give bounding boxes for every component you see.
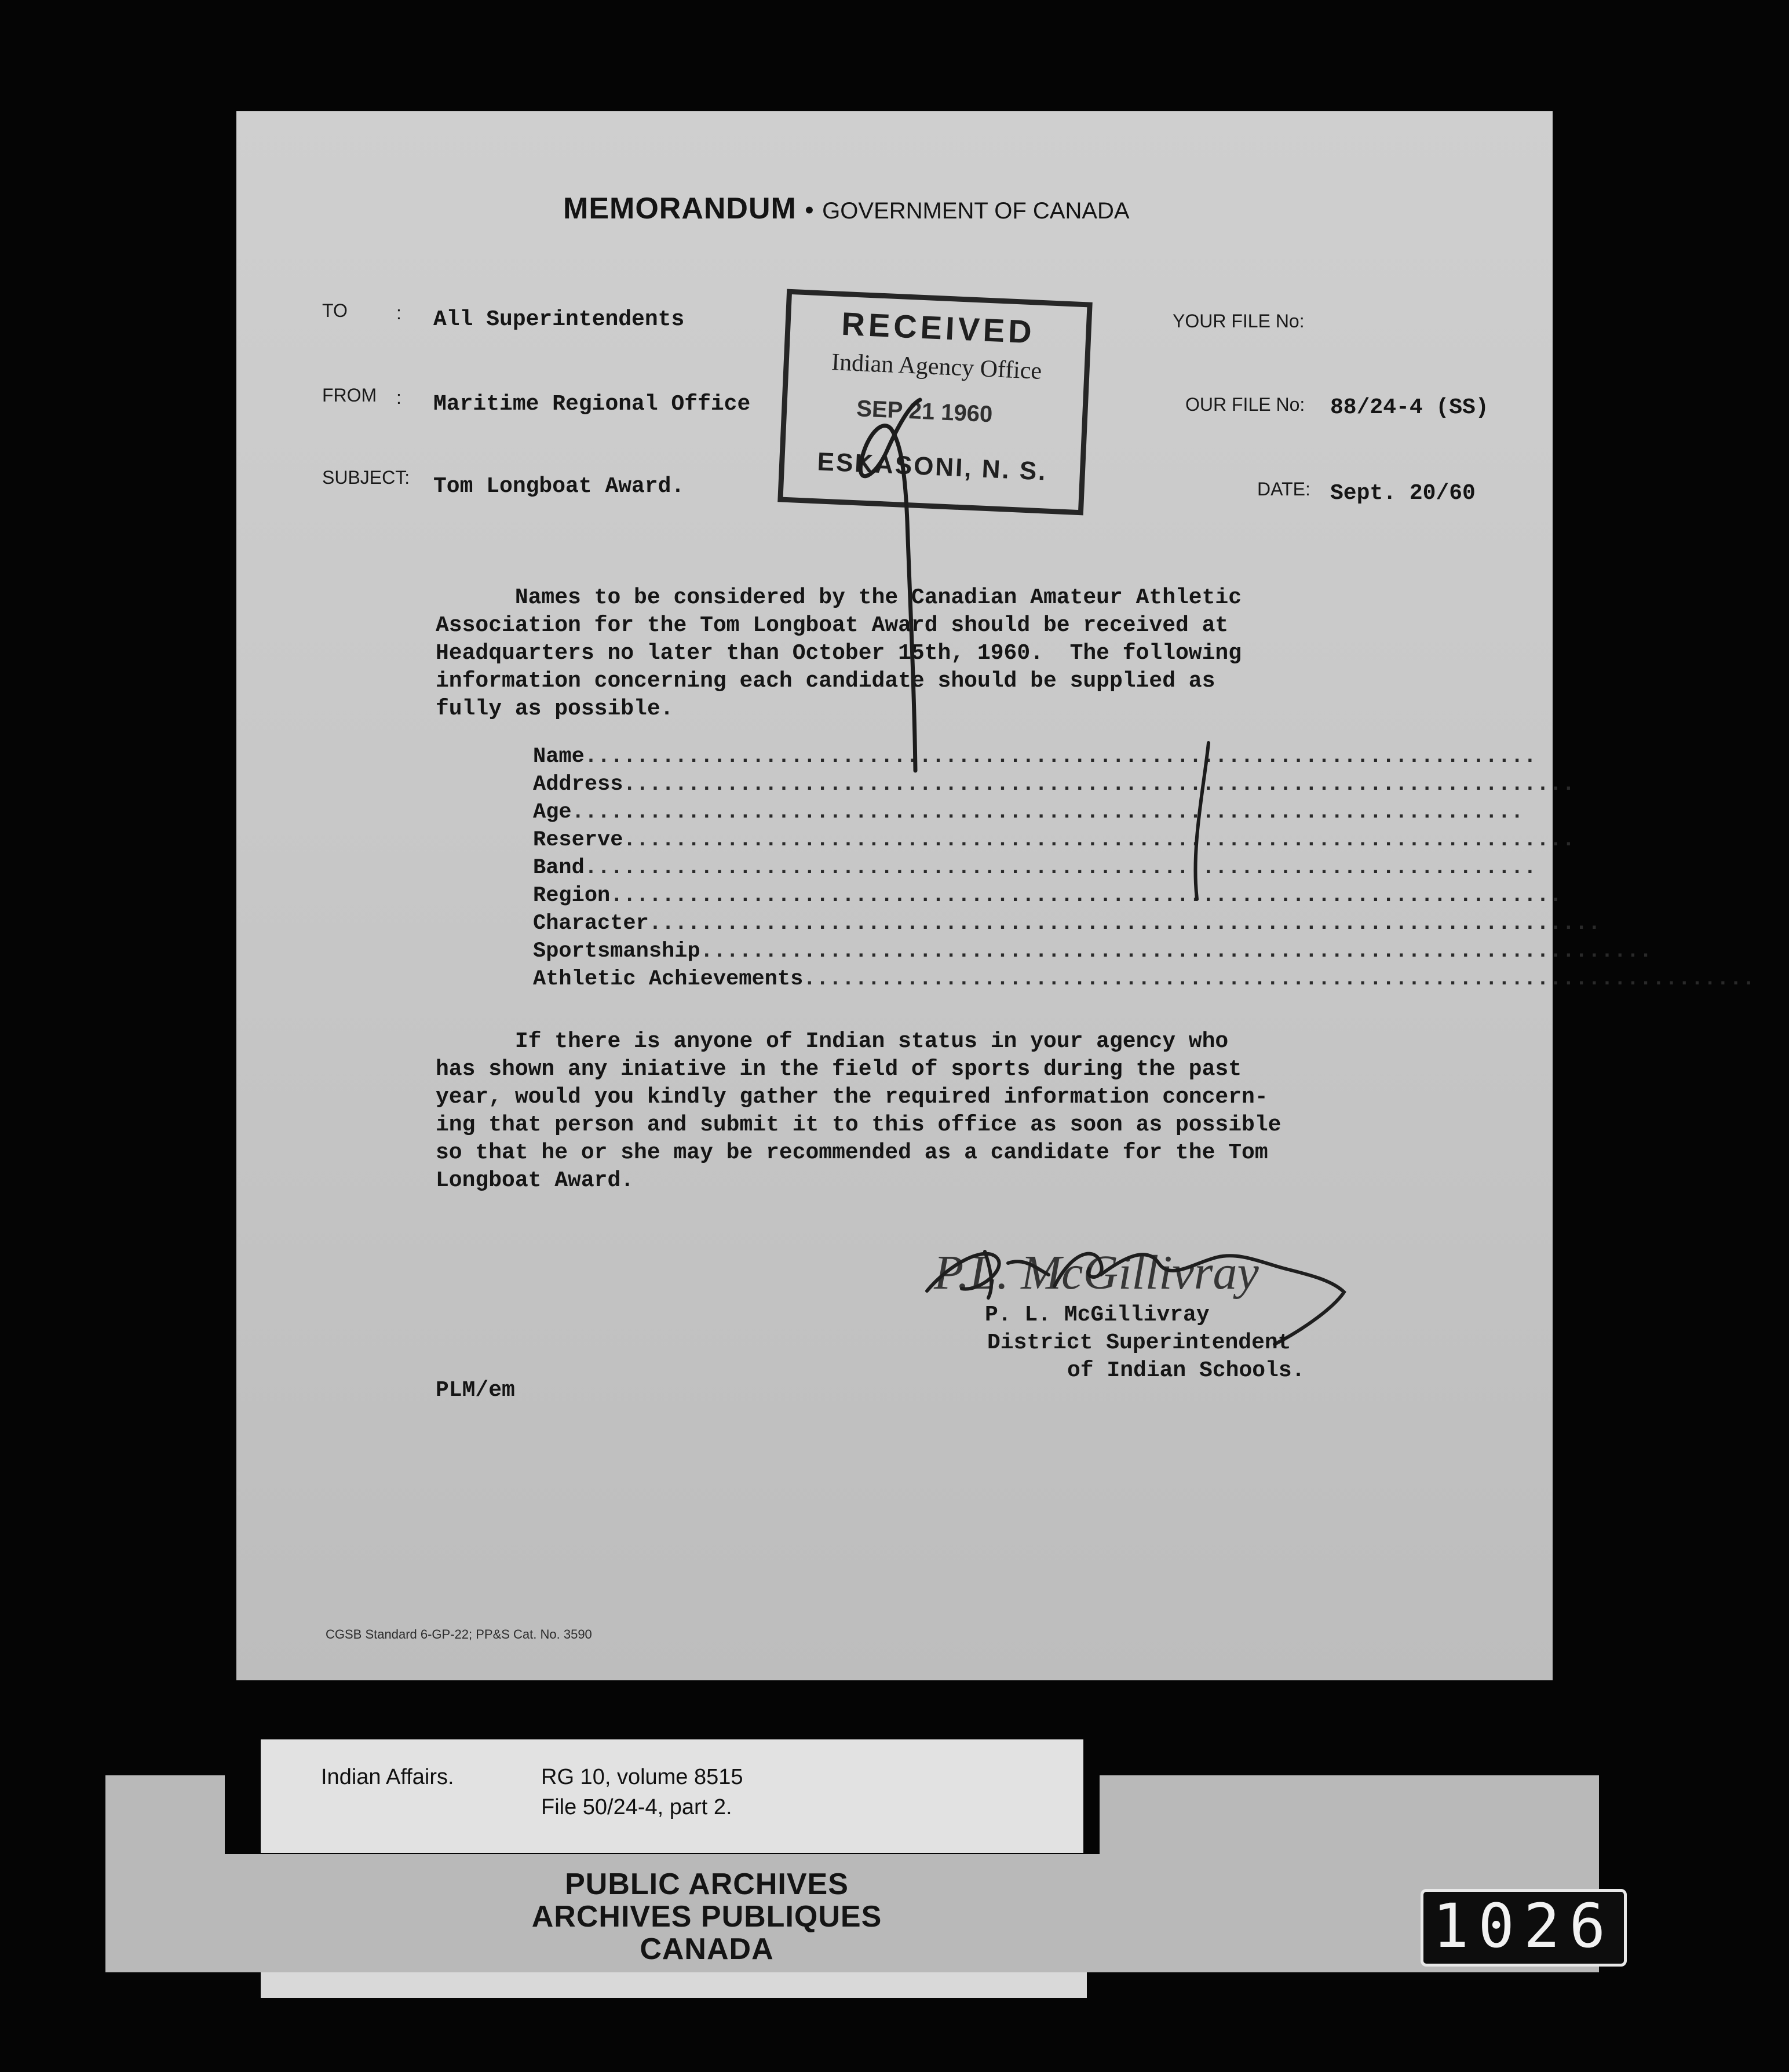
pen-stroke-mark bbox=[860, 400, 920, 771]
card-reference-line1: RG 10, volume 8515 bbox=[541, 1765, 743, 1789]
field-label: Region bbox=[533, 884, 611, 908]
our-file-value: 88/24-4 (SS) bbox=[1330, 395, 1489, 420]
signatory-title-line1: District Superintendent bbox=[987, 1330, 1291, 1355]
field-label: Name bbox=[533, 745, 585, 769]
field-leader-dots: .......................................................................... bbox=[623, 828, 1575, 852]
archives-line2: ARCHIVES PUBLIQUES bbox=[531, 1900, 882, 1934]
form-standard-footer: CGSB Standard 6-GP-22; PP&S Cat. No. 3590 bbox=[326, 1627, 592, 1641]
intro-paragraph: Names to be considered by the Canadian Amateur Athletic Association for the Tom Longboat Award should be received at Headquarters no later than October 15th, 1960. The following information concerning each candidate should be supplied as fully as possible. bbox=[436, 585, 1242, 721]
field-leader-dots: .......................................................................... bbox=[700, 939, 1652, 964]
to-colon: : bbox=[396, 302, 401, 323]
card-bottom-strip bbox=[261, 1972, 1087, 1998]
request-paragraph: If there is anyone of Indian status in your agency who has shown any iniative in the field of sports during the past year, would you kindly gather the required information concern- ing that person and submit it to this office as soon as possible so that he or she may be recommended as a candidate for the Tom Longboat Award. bbox=[436, 1029, 1281, 1193]
archives-line1: PUBLIC ARCHIVES bbox=[565, 1867, 849, 1901]
bullet-separator: • bbox=[805, 196, 814, 224]
public-archives-label bbox=[406, 1868, 1008, 1965]
field-label: Address bbox=[533, 772, 623, 797]
field-label: Reserve bbox=[533, 828, 623, 852]
stamp-received: RECEIVED bbox=[841, 305, 1036, 351]
field-leader-dots: .......................................................................... bbox=[648, 911, 1601, 936]
to-label: TO bbox=[322, 300, 348, 321]
field-label: Sportsmanship bbox=[533, 939, 700, 964]
subject-value: Tom Longboat Award. bbox=[433, 474, 685, 499]
archives-line3: CANADA bbox=[640, 1932, 774, 1966]
margin-line-mark bbox=[1195, 743, 1209, 899]
field-label: Athletic Achievements bbox=[533, 967, 804, 991]
memo-title: MEMORANDUM bbox=[563, 192, 797, 225]
signatory-title-line2: of Indian Schools. bbox=[1067, 1358, 1305, 1383]
typist-initials: PLM/em bbox=[436, 1378, 515, 1403]
from-colon: : bbox=[396, 387, 401, 408]
stamp-location: ESKASONI, N. S. bbox=[816, 447, 1048, 486]
frame-number: 1026 bbox=[1421, 1889, 1627, 1967]
card-collection: Indian Affairs. bbox=[321, 1765, 454, 1789]
field-leader-dots: .......................................................................... bbox=[584, 856, 1536, 880]
handwritten-signature: P.L. McGillivray bbox=[934, 1246, 1259, 1300]
field-label: Age bbox=[533, 800, 572, 825]
field-leader-dots: .......................................................................... bbox=[623, 772, 1575, 797]
field-label: Band bbox=[533, 856, 585, 880]
field-leader-dots: .......................................................................... bbox=[571, 800, 1524, 825]
stamp-agency: Indian Agency Office bbox=[831, 349, 1043, 385]
signatory-name: P. L. McGillivray bbox=[985, 1303, 1210, 1327]
subject-label: SUBJECT: bbox=[322, 467, 410, 488]
stamp-date: SEP 21 1960 bbox=[856, 396, 994, 428]
archive-reference-card bbox=[261, 1739, 1083, 1853]
date-label: DATE: bbox=[1257, 479, 1310, 499]
signature-scrawl bbox=[927, 1246, 1344, 1344]
field-label: Character bbox=[533, 911, 649, 936]
card-reference-line2: File 50/24-4, part 2. bbox=[541, 1795, 732, 1819]
from-value: Maritime Regional Office bbox=[433, 392, 751, 417]
date-value: Sept. 20/60 bbox=[1330, 481, 1476, 506]
your-file-label: YOUR FILE No: bbox=[1173, 311, 1305, 331]
to-value: All Superintendents bbox=[433, 307, 685, 332]
field-leader-dots: .......................................................................... bbox=[610, 884, 1562, 908]
field-leader-dots: .......................................................................... bbox=[584, 745, 1536, 769]
field-leader-dots: .......................................................................... bbox=[803, 967, 1755, 991]
our-file-label: OUR FILE No: bbox=[1185, 394, 1305, 415]
from-label: FROM bbox=[322, 385, 377, 406]
government-title: GOVERNMENT OF CANADA bbox=[822, 198, 1130, 224]
